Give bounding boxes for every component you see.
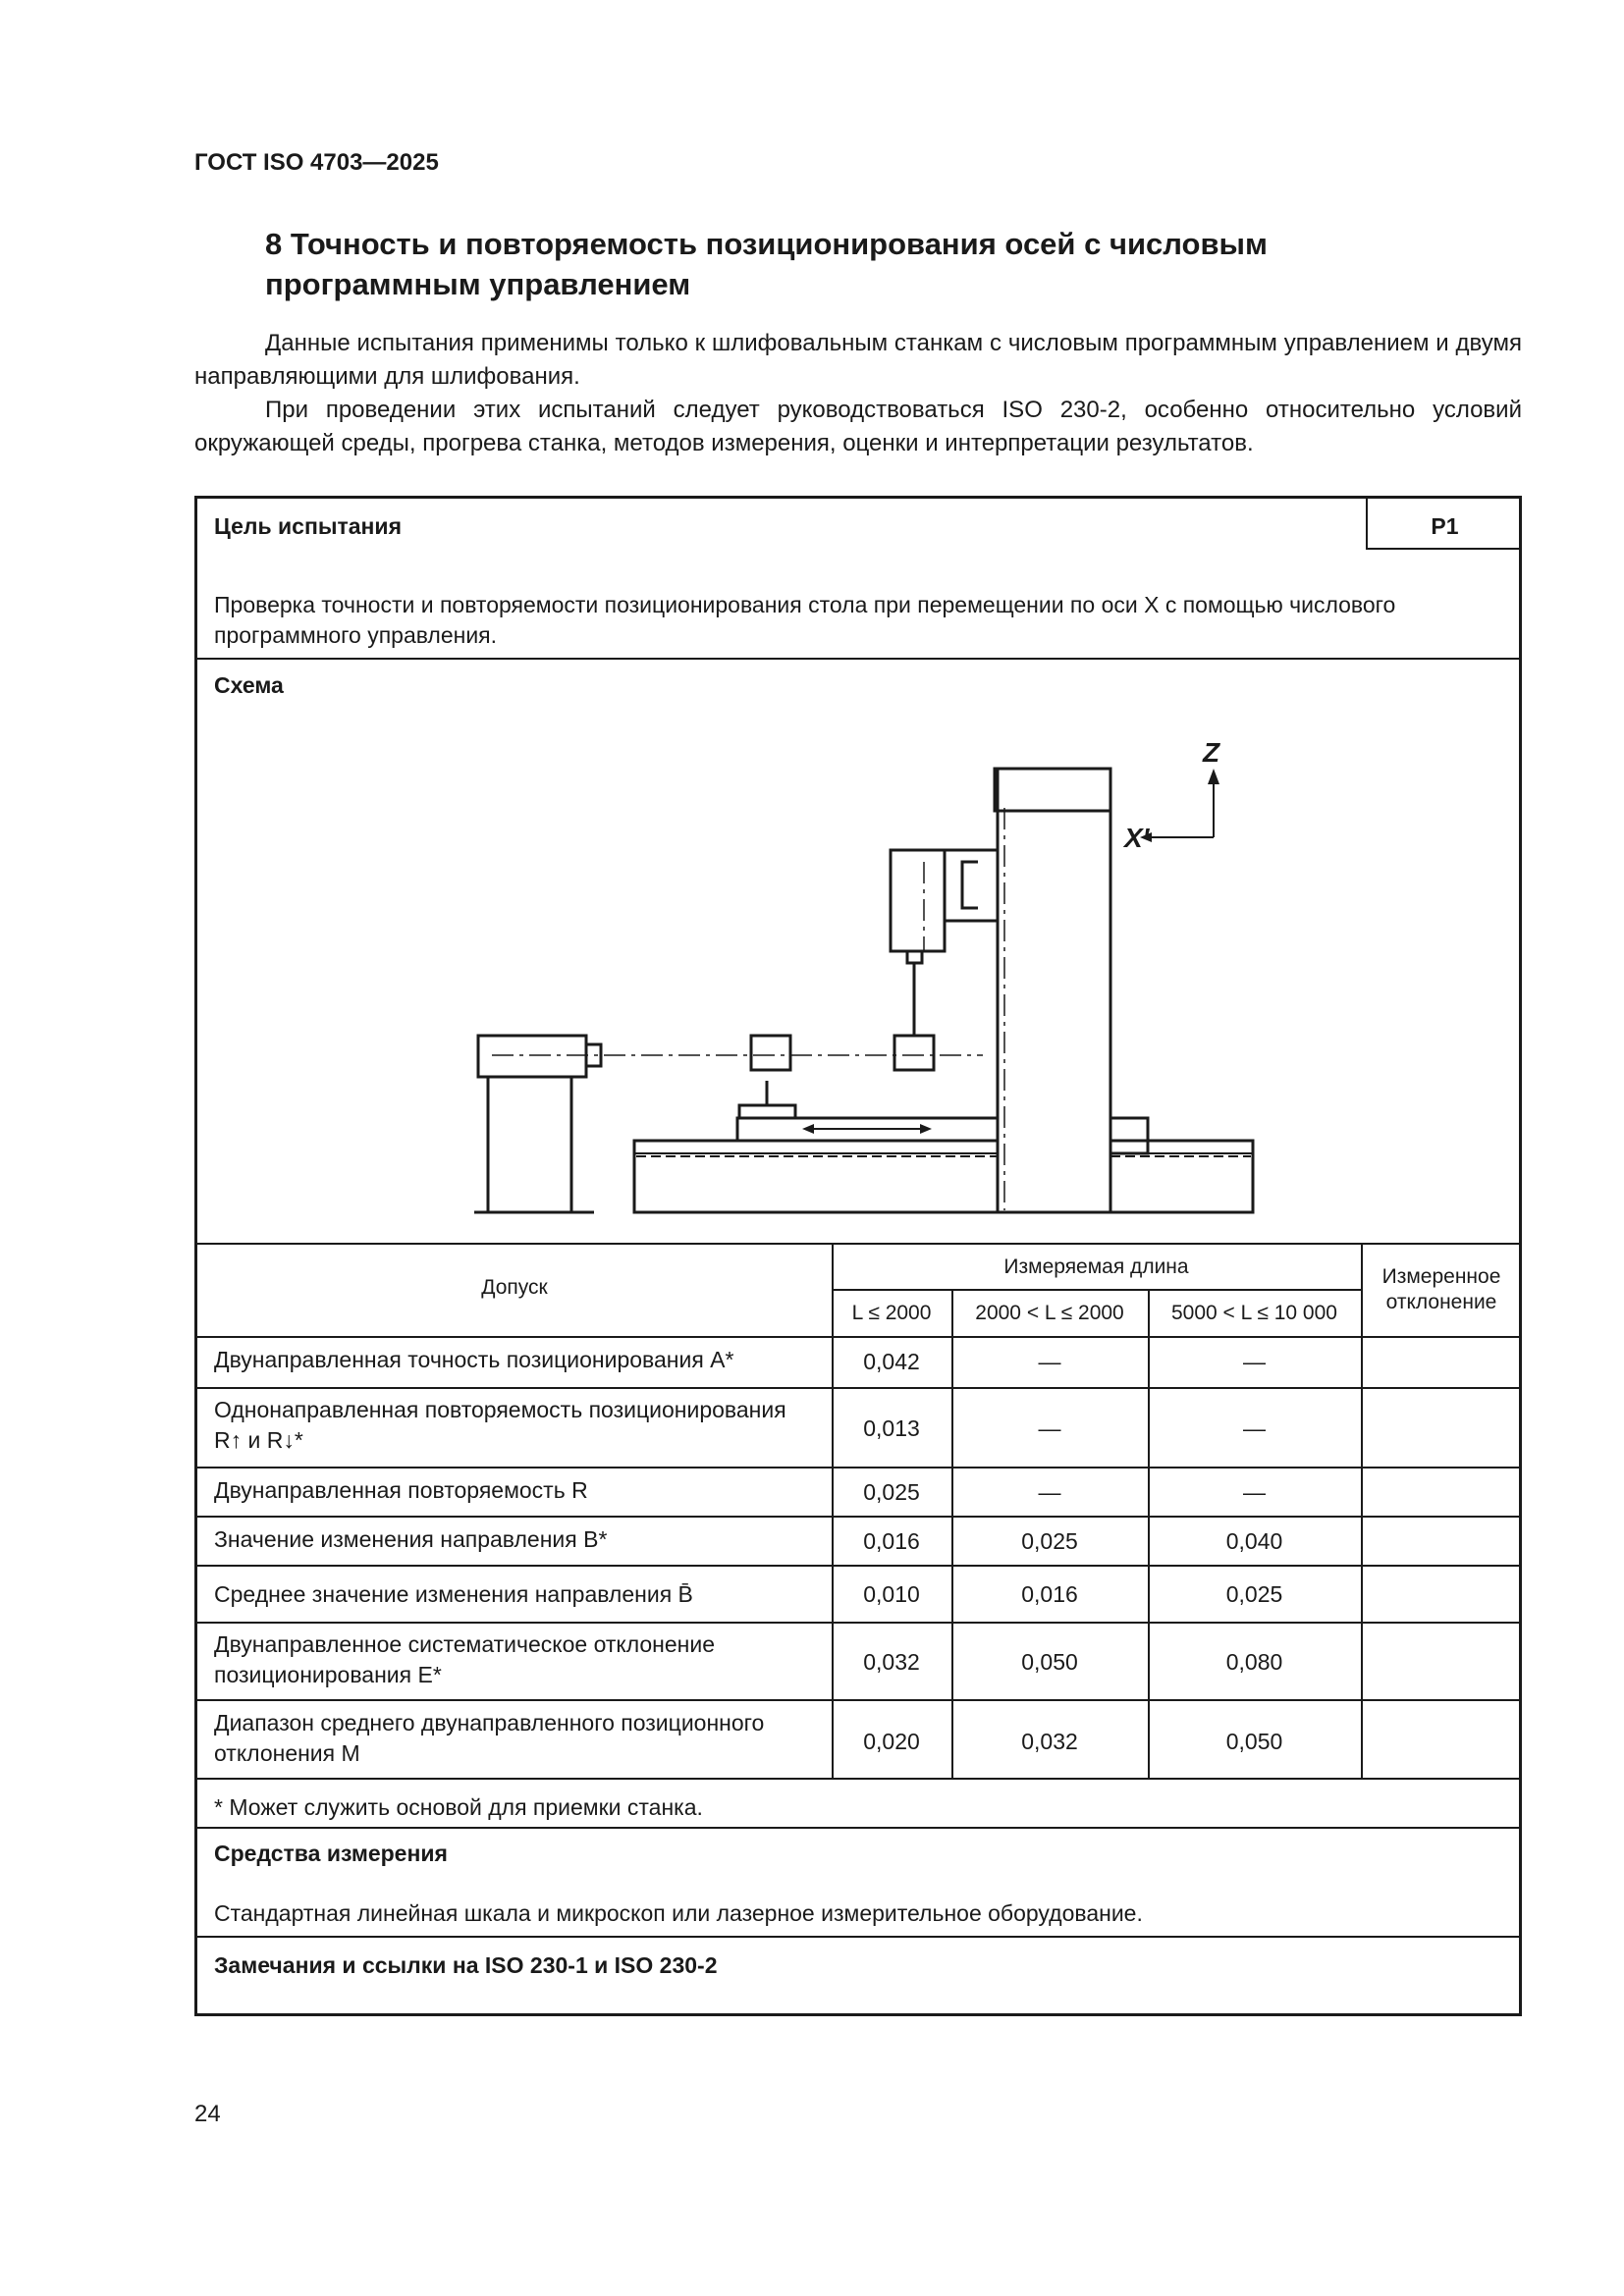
axis-z-label: Z [1203, 737, 1220, 768]
row2-value-3: — [1243, 1415, 1266, 1441]
divider-footnote [197, 1827, 1522, 1829]
row1-value-1: 0,042 [863, 1349, 920, 1374]
divider-measuring [197, 1936, 1522, 1938]
table-row-line [197, 1699, 1522, 1701]
row-label-bidirectional-repeatability: Двунаправленная повторяемость R [214, 1477, 588, 1503]
laser-unit [478, 1036, 586, 1077]
goal-label: Цель испытания [214, 513, 402, 539]
measuring-label: Средства измерения [214, 1841, 448, 1866]
intro-paragraph-1: Данные испытания применимы только к шлифовальным станкам с числовым программным управлением и двумя направляющими для шлифования. [194, 330, 1522, 390]
axis-x-label: X' [1124, 823, 1150, 853]
row-label-mean-deviation-range-m: Диапазон среднего двунаправленного позиционного отклонения M [214, 1710, 765, 1766]
remarks-label: Замечания и ссылки на ISO 230-1 и ISO 230-2 [214, 1952, 718, 1978]
machine-bed [634, 1141, 1253, 1212]
test-code: P1 [1431, 513, 1459, 539]
row7-value-2: 0,032 [1021, 1729, 1078, 1754]
row5-value-2: 0,016 [1021, 1581, 1078, 1607]
move-arrow-right [920, 1124, 932, 1134]
goal-text: Проверка точности и повторяемости позиционирования стола при перемещении по оси X с помощью числового программного управления. [214, 592, 1396, 648]
divider-scheme [197, 1243, 1522, 1245]
section-title: 8 Точность и повторяемость позиционирования осей с числовым программным управлением [265, 227, 1268, 301]
spindle-head [891, 850, 945, 951]
table-subheader-line [832, 1289, 1361, 1291]
row1-value-2: — [1038, 1349, 1061, 1374]
row5-value-1: 0,010 [863, 1581, 920, 1607]
row5-value-3: 0,025 [1225, 1581, 1283, 1607]
row-label-reversal-value-b: Значение изменения направления B* [214, 1526, 608, 1552]
table-bottom-line [197, 1778, 1522, 1780]
row-label-systematic-deviation-e: Двунаправленное систематическое отклонение позиционирования E* [214, 1631, 716, 1687]
row-label-unidirectional-repeatability: Однонаправленная повторяемость позиционирования R↑ и R↓* [214, 1397, 786, 1453]
table-row-line [197, 1516, 1522, 1518]
row2-value-1: 0,013 [863, 1415, 920, 1441]
table-row-line [197, 1387, 1522, 1389]
range-header-2: 2000 < L ≤ 2000 [975, 1302, 1124, 1324]
code-underline [1366, 548, 1522, 550]
test-card [194, 496, 1522, 2016]
row7-value-1: 0,020 [863, 1729, 920, 1754]
row3-value-1: 0,025 [863, 1479, 920, 1505]
row4-value-1: 0,016 [863, 1528, 920, 1554]
intro-text [194, 327, 1522, 460]
z-arrow-head [1208, 769, 1219, 784]
row-label-accuracy-a: Двунаправленная точность позиционирования A* [214, 1347, 734, 1372]
col-measured-deviation-header: Измеренное отклонение [1381, 1265, 1501, 1313]
measuring-head [894, 1036, 934, 1070]
row6-value-1: 0,032 [863, 1649, 920, 1675]
machine-column [998, 769, 1110, 1212]
col-tolerance-header: Допуск [481, 1276, 548, 1299]
row-label-mean-reversal-value: Среднее значение изменения направления B̄ [214, 1581, 693, 1607]
divider-goal [197, 658, 1522, 660]
row4-value-3: 0,040 [1225, 1528, 1283, 1554]
microscope-base [739, 1105, 795, 1118]
table-footnote: * Может служить основой для приемки станка. [214, 1794, 703, 1820]
move-arrow-left [802, 1124, 814, 1134]
col-measured-length-header: Измеряемая длина [1003, 1255, 1189, 1278]
measuring-text: Стандартная линейная шкала и микроскоп или лазерное измерительное оборудование. [214, 1900, 1143, 1926]
table-header-line [197, 1336, 1522, 1338]
row1-value-3: — [1243, 1349, 1266, 1374]
table-row-line [197, 1467, 1522, 1468]
spindle-nose [907, 951, 922, 963]
standard-header: ГОСТ ISO 4703—2025 [194, 149, 439, 176]
table-row-line [197, 1565, 1522, 1567]
machine-scheme-drawing [197, 661, 1522, 1250]
row2-value-2: — [1038, 1415, 1061, 1441]
page-number: 24 [194, 2101, 221, 2127]
row7-value-3: 0,050 [1225, 1729, 1283, 1754]
range-header-1: L ≤ 2000 [851, 1302, 932, 1324]
laser-aperture [586, 1044, 601, 1066]
table-row-line [197, 1622, 1522, 1624]
range-header-3: 5000 < L ≤ 10 000 [1171, 1302, 1337, 1324]
rear-carriage [1110, 1118, 1148, 1153]
scheme-label: Схема [214, 672, 284, 698]
row3-value-2: — [1038, 1479, 1061, 1505]
row3-value-3: — [1243, 1479, 1266, 1505]
intro-paragraph-2: При проведении этих испытаний следует руководствоваться ISO 230-2, особенно относительно условий окружающей среды, прогрева станка, методов измерения, оценки и интерпретации результатов. [194, 397, 1522, 456]
row6-value-2: 0,050 [1021, 1649, 1078, 1675]
row6-value-3: 0,080 [1225, 1649, 1283, 1675]
microscope-left [751, 1036, 790, 1070]
row4-value-2: 0,025 [1021, 1528, 1078, 1554]
table-col-divider-4 [1361, 1243, 1363, 1778]
